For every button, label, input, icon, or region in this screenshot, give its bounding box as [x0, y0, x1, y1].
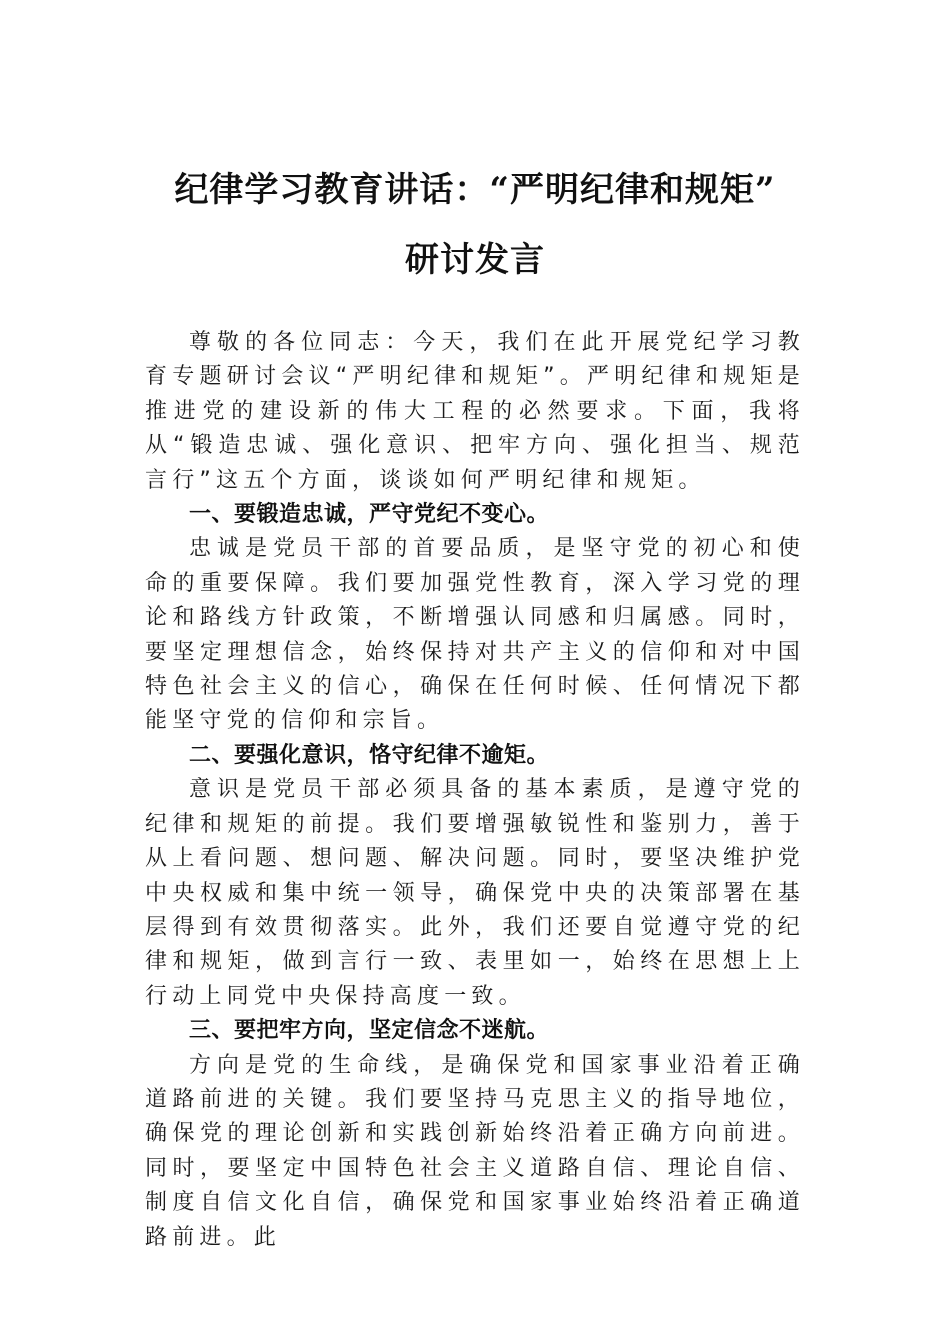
section-1-heading: 一、要锻造忠诚，严守党纪不变心。: [189, 502, 550, 528]
document-body: [145, 326, 805, 1255]
intro-paragraph: 尊敬的各位同志：今天，我们在此开展党纪学习教育专题研讨会议“严明纪律和规矩”。严明纪律和规矩是推进党的建设新的伟大工程的必然要求。下面，我将从“锻造忠诚、强化意识、把牢方向、强化担当、规范言行”这五个方面，谈谈如何严明纪律和规矩。: [145, 330, 805, 493]
page-title-line-1: 纪律学习教育讲话：“严明纪律和规矩”: [174, 170, 776, 210]
section-2-heading: 二、要强化意识，恪守纪律不逾矩。: [189, 742, 550, 768]
section-3-heading: 三、要把牢方向，坚定信念不迷航。: [189, 1018, 550, 1044]
section-2-paragraph: 意识是党员干部必须具备的基本素质，是遵守党的纪律和规矩的前提。我们要增强敏锐性和鉴别力，善于从上看问题、想问题、解决问题。同时，要坚决维护党中央权威和集中统一领导，确保党中央的决策部署在基层得到有效贯彻落实。此外，我们还要自觉遵守党的纪律和规矩，做到言行一致、表里如一，始终在思想上上行动上同党中央保持高度一致。: [145, 777, 805, 1009]
section-1-paragraph: 忠诚是党员干部的首要品质，是坚守党的初心和使命的重要保障。我们要加强党性教育，深入学习党的理论和路线方针政策，不断增强认同感和归属感。同时，要坚定理想信念，始终保持对共产主义的信仰和对中国特色社会主义的信心，确保在任何时候、任何情况下都能坚守党的信仰和宗旨。: [145, 536, 805, 734]
section-3-paragraph: 方向是党的生命线，是确保党和国家事业沿着正确道路前进的关键。我们要坚持马克思主义的指导地位，确保党的理论创新和实践创新始终沿着正确方向前进。同时，要坚定中国特色社会主义道路自信、理论自信、制度自信文化自信，确保党和国家事业始终沿着正确道路前进。此: [145, 1052, 805, 1250]
page-title-line-2: 研讨发言: [405, 240, 545, 280]
